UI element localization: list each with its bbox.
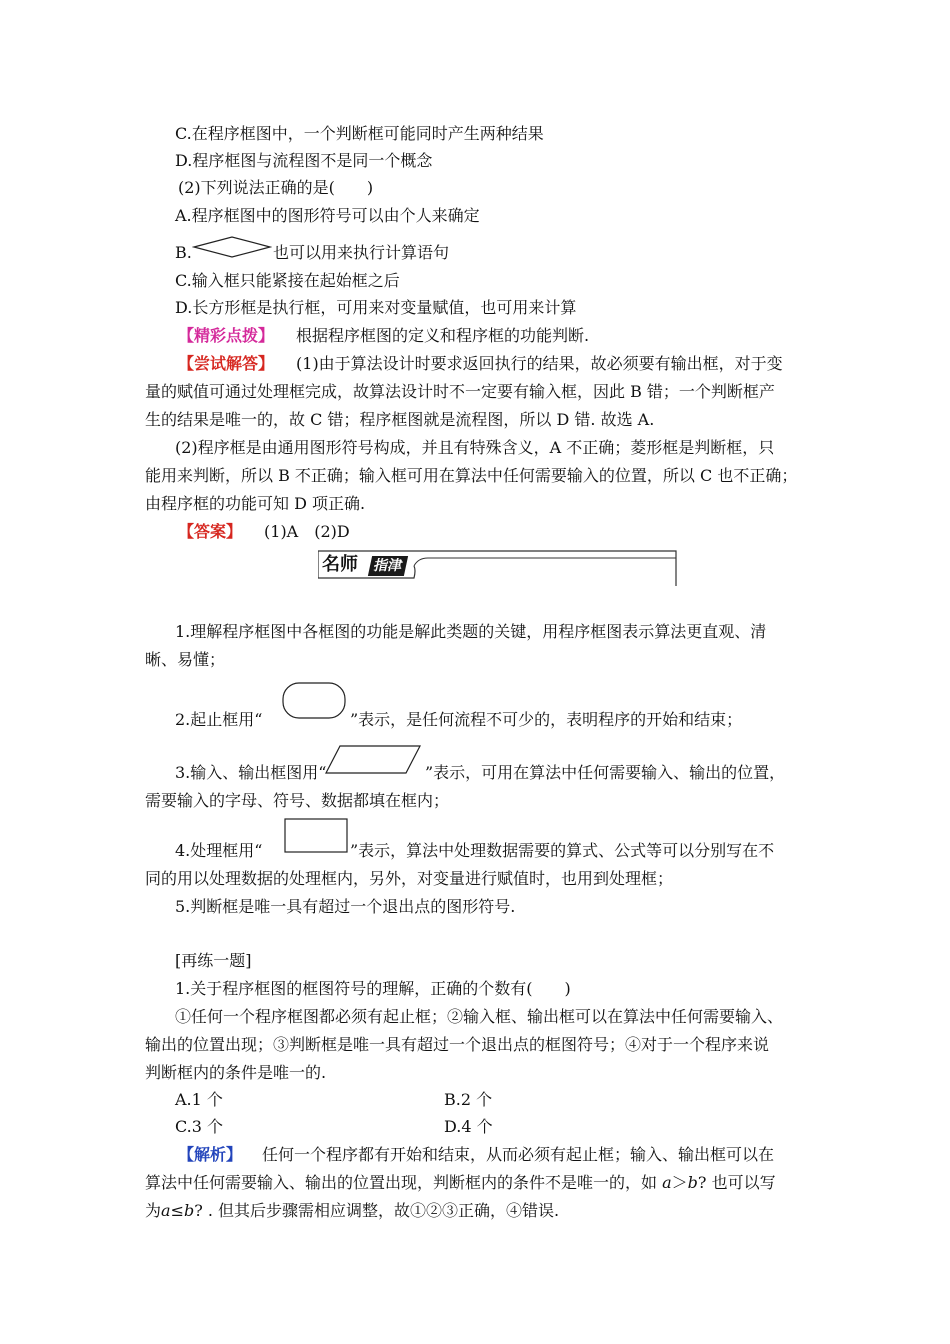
- diamond-decision-symbol: [192, 235, 272, 259]
- q2-option-b-prefix: B.: [175, 243, 192, 262]
- terminal-rounded-symbol: [282, 682, 346, 720]
- banner-badge: 指津: [368, 556, 408, 576]
- solution-p2-line2: 能用来判断，所以 B 不正确；输入框可用在算法中任何需要输入的位置，所以 C 也不正确；: [145, 466, 798, 485]
- operator-le: ≤: [170, 1201, 184, 1220]
- practice-option-a: A.1 个: [175, 1090, 223, 1109]
- analysis-line-1: [178, 1144, 774, 1166]
- practice-option-d: D.4 个: [444, 1117, 493, 1136]
- analysis-line-3: [145, 1200, 559, 1222]
- practice-question-1: 1.关于程序框图的框图符号的理解，正确的个数有( ): [175, 979, 571, 998]
- solution-p1-line1: (1)由于算法设计时要求返回执行的结果，故必须要有输出框，对于变: [296, 354, 783, 373]
- analysis-line2-text: 算法中任何需要输入、输出的位置出现，判断框内的条件不是唯一的，如: [145, 1173, 658, 1192]
- practice-option-b: B.2 个: [444, 1090, 493, 1109]
- tip-4-prefix: 4.处理框用“: [175, 841, 263, 860]
- practice-statements-line-1: ①任何一个程序框图都必须有起止框；②输入框、输出框可以在算法中任何需要输入、: [175, 1007, 784, 1026]
- analysis-line2-tail: ? 也可以写: [697, 1173, 776, 1192]
- tip-5: 5.判断框是唯一具有超过一个退出点的图形符号.: [175, 897, 516, 916]
- tip-2-suffix: ”表示，是任何流程不可少的，表明程序的开始和结束；: [350, 710, 743, 729]
- highlight-text: 根据程序框图的定义和程序框的功能判断.: [296, 326, 590, 345]
- answer-text: (1)A (2)D: [264, 522, 350, 541]
- analysis-line3-tail: ? . 但其后步骤需相应调整，故①②③正确，④错误.: [194, 1201, 560, 1220]
- analysis-text-line1: 任何一个程序都有开始和结束，从而必须有起止框；输入、输出框可以在: [262, 1145, 775, 1164]
- tip-1-line-1: 1.理解程序框图中各框图的功能是解此类题的关键，用程序框图表示算法更直观、清: [175, 622, 767, 641]
- highlight-line: [178, 325, 589, 347]
- tip-4-suffix: ”表示，算法中处理数据需要的算式、公式等可以分别写在不: [350, 841, 775, 860]
- practice-statements-line-3: 判断框内的条件是唯一的.: [145, 1063, 327, 1082]
- analysis-line3-head: 为: [145, 1201, 162, 1220]
- tip-3-suffix: ”表示，可用在算法中任何需要输入、输出的位置，: [425, 763, 786, 782]
- solution-p1-line3: 生的结果是唯一的，故 C 错；程序框图就是流程图，所以 D 错. 故选 A.: [145, 410, 655, 429]
- practice-statements-line-2: 输出的位置出现；③判断框是唯一具有超过一个退出点的框图符号；④对于一个程序来说: [145, 1035, 770, 1054]
- practice-option-c: C.3 个: [175, 1117, 224, 1136]
- solution-p2-line3: 由程序框的功能可知 D 项正确.: [145, 494, 366, 513]
- question-2-stem: (2)下列说法正确的是( ): [178, 178, 374, 197]
- q2-option-d: D.长方形框是执行框，可用来对变量赋值，也可用来计算: [175, 298, 577, 317]
- q2-option-b-suffix: 也可以用来执行计算语句: [273, 243, 450, 262]
- answer-tag: 【答案】: [178, 522, 243, 541]
- option-c-text: C.在程序框图中，一个判断框可能同时产生两种结果: [175, 124, 544, 143]
- tip-3-prefix: 3.输入、输出框图用“: [175, 763, 327, 782]
- banner-title: 名师: [322, 554, 358, 575]
- q2-option-c: C.输入框只能紧接在起始框之后: [175, 271, 400, 290]
- tip-3-line-2: 需要输入的字母、符号、数据都填在框内；: [145, 791, 450, 810]
- highlight-tag: 【精彩点拨】: [178, 326, 275, 345]
- variable-b: b: [687, 1173, 698, 1192]
- analysis-line-2: [145, 1172, 776, 1194]
- analysis-tag: 【解析】: [178, 1145, 243, 1164]
- tip-2-prefix: 2.起止框用“: [175, 710, 263, 729]
- variable-b: b: [183, 1201, 195, 1220]
- variable-a: a: [161, 1201, 171, 1220]
- rectangle-process-symbol: [284, 818, 348, 854]
- tip-4-line-2: 同的用以处理数据的处理框内，另外，对变量进行赋值时，也用到处理框；: [145, 869, 674, 888]
- solution-line-1: [178, 353, 783, 375]
- tip-1-line-2: 晰、易懂；: [145, 650, 226, 669]
- solution-p2-line1: (2)程序框是由通用图形符号构成，并且有特殊含义，A 不正确；菱形框是判断框，只: [175, 438, 775, 457]
- option-d-text: D.程序框图与流程图不是同一个概念: [175, 151, 433, 170]
- parallelogram-io-symbol: [324, 745, 422, 775]
- solution-tag: 【尝试解答】: [178, 354, 275, 373]
- practice-header: [再练一题]: [175, 951, 252, 970]
- solution-p1-line2: 量的赋值可通过处理框完成，故算法设计时不一定要有输入框，因此 B 错；一个判断框产: [145, 382, 775, 401]
- q2-option-a: A.程序框图中的图形符号可以由个人来确定: [175, 206, 480, 225]
- variable-a: a: [662, 1173, 672, 1192]
- answer-line: [178, 521, 350, 543]
- operator-gt: ＞: [671, 1173, 688, 1192]
